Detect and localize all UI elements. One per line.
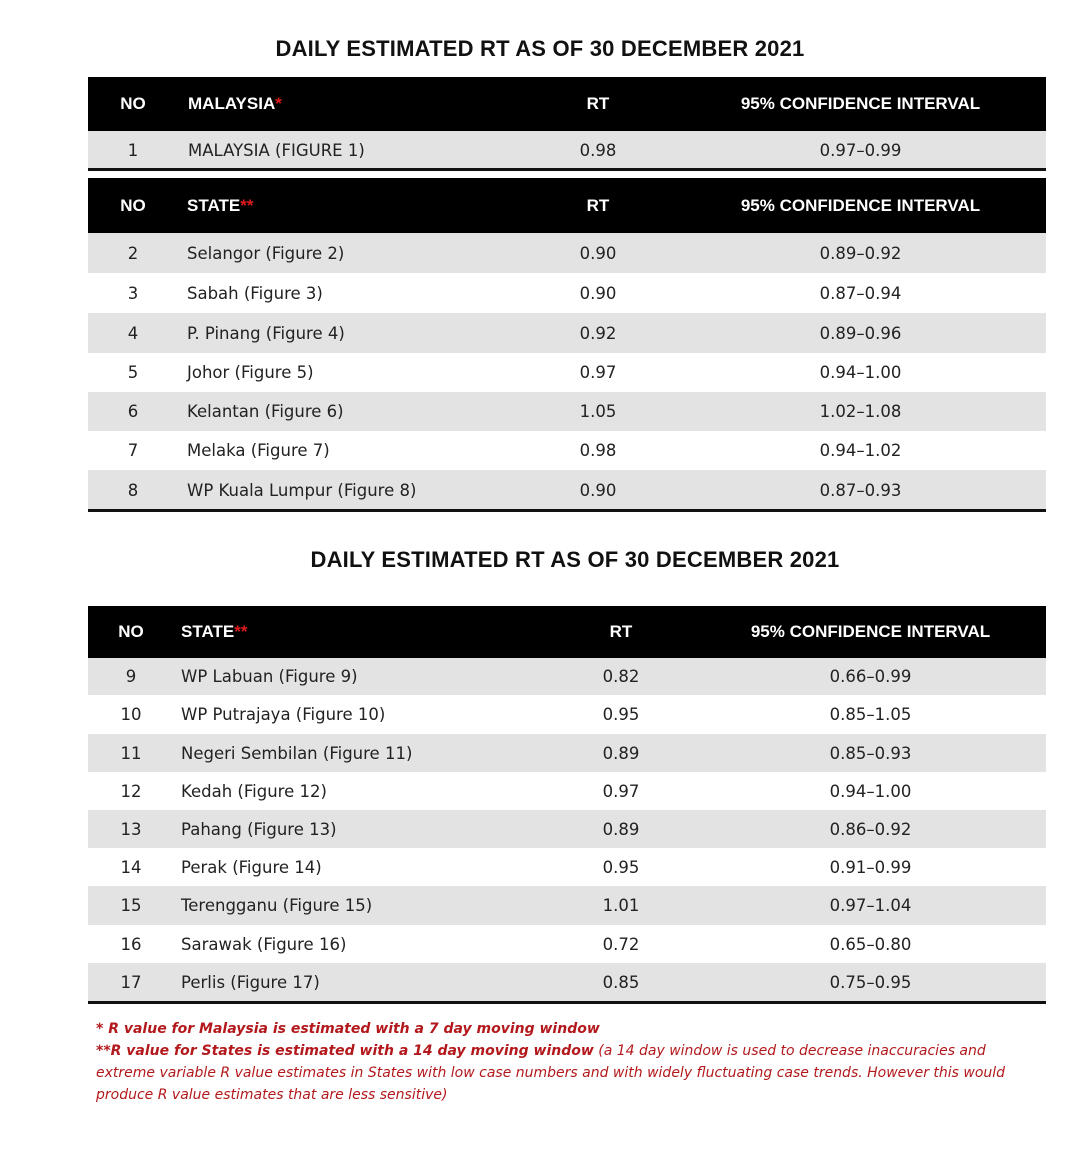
row-rt: 0.90: [579, 243, 617, 263]
row-ci: 0.97–1.04: [829, 896, 912, 915]
row-no: 5: [127, 363, 139, 382]
footnote-malaysia: * R value for Malaysia is estimated with a 7 day moving window: [96, 1021, 600, 1037]
states-table-b: [88, 606, 1046, 1001]
divider: [88, 1001, 1046, 1004]
row-rt: 0.92: [579, 323, 617, 343]
page-title-bottom: DAILY ESTIMATED RT AS OF 30 DECEMBER 2021: [310, 547, 840, 572]
header-name: STATE **: [187, 195, 254, 215]
table-row: [88, 886, 1046, 925]
asterisk-mark: **: [240, 195, 254, 215]
header-rt: RT: [609, 622, 633, 641]
row-ci: 0.94–1.02: [819, 441, 902, 460]
row-name: Pahang (Figure 13): [181, 819, 337, 839]
row-name: Kelantan (Figure 6): [187, 402, 344, 421]
row-no: 15: [120, 896, 142, 915]
row-no: 13: [120, 819, 142, 839]
row-name: Johor (Figure 5): [187, 363, 314, 382]
header-ci: 95% CONFIDENCE INTERVAL: [750, 622, 991, 641]
row-ci: 0.97–0.99: [819, 140, 902, 160]
table-row: [88, 734, 1046, 772]
row-name: Perak (Figure 14): [181, 857, 322, 877]
row-no: 9: [125, 667, 137, 686]
table-row: [88, 313, 1046, 353]
row-rt: 0.90: [579, 481, 617, 500]
table-header: [88, 178, 1046, 233]
row-no: 8: [127, 481, 139, 500]
row-rt: 0.95: [602, 705, 640, 724]
row-ci: 0.75–0.95: [829, 972, 912, 992]
row-name: WP Putrajaya (Figure 10): [181, 705, 386, 724]
header-name: MALAYSIA *: [188, 94, 282, 113]
row-no: 3: [127, 283, 139, 303]
table-row: [88, 131, 1046, 169]
row-no: 6: [127, 402, 139, 421]
header-rt: RT: [586, 195, 610, 215]
row-rt: 0.98: [579, 140, 617, 160]
row-no: 4: [127, 323, 139, 343]
row-name: Sarawak (Figure 16): [181, 934, 347, 954]
row-ci: 0.87–0.93: [819, 481, 902, 500]
row-rt: 0.85: [602, 972, 640, 992]
table-row: [88, 431, 1046, 470]
header-no: NO: [118, 622, 144, 641]
row-no: 11: [120, 743, 142, 763]
row-rt: 0.98: [579, 441, 617, 460]
table-row: [88, 273, 1046, 313]
table-row: [88, 658, 1046, 695]
table-header: [88, 77, 1046, 131]
row-ci: 0.89–0.92: [819, 243, 902, 263]
row-rt: 0.97: [602, 781, 640, 801]
row-no: 14: [120, 857, 142, 877]
table-header: [88, 606, 1046, 658]
row-name: Perlis (Figure 17): [181, 972, 320, 992]
row-rt: 0.72: [602, 934, 640, 954]
row-no: 17: [120, 972, 142, 992]
row-rt: 1.01: [602, 896, 640, 915]
row-ci: 0.89–0.96: [819, 323, 902, 343]
row-ci: 1.02–1.08: [819, 402, 902, 421]
row-name: Kedah (Figure 12): [181, 781, 327, 801]
asterisk-mark: **: [234, 622, 248, 641]
header-no: NO: [120, 195, 146, 215]
row-name: MALAYSIA (FIGURE 1): [188, 140, 365, 160]
row-no: 7: [127, 441, 139, 460]
table-row: [88, 772, 1046, 810]
national-table: [88, 77, 1046, 169]
row-no: 16: [120, 934, 142, 954]
header-name: STATE **: [181, 622, 248, 641]
table-row: [88, 925, 1046, 963]
table-row: [88, 848, 1046, 886]
header-ci: 95% CONFIDENCE INTERVAL: [740, 195, 981, 215]
row-name: WP Labuan (Figure 9): [181, 667, 358, 686]
row-ci: 0.85–0.93: [829, 743, 912, 763]
row-no: 1: [127, 140, 139, 160]
row-rt: 0.95: [602, 857, 640, 877]
divider: [88, 509, 1046, 512]
asterisk-mark: *: [275, 94, 282, 113]
row-ci: 0.91–0.99: [829, 857, 912, 877]
states-table-a: [88, 178, 1046, 511]
page-title-top: DAILY ESTIMATED RT AS OF 30 DECEMBER 2021: [275, 36, 805, 61]
row-no: 10: [120, 705, 142, 724]
table-row: [88, 392, 1046, 431]
table-body: [88, 233, 1046, 511]
row-rt: 0.89: [602, 819, 640, 839]
row-ci: 0.86–0.92: [829, 819, 912, 839]
row-name: Selangor (Figure 2): [187, 243, 345, 263]
table-row: [88, 963, 1046, 1001]
row-ci: 0.94–1.00: [829, 781, 912, 801]
table-row: [88, 470, 1046, 511]
row-name: Melaka (Figure 7): [187, 441, 330, 460]
row-rt: 0.89: [602, 743, 640, 763]
table-row: [88, 695, 1046, 734]
row-rt: 0.82: [602, 667, 640, 686]
row-name: Negeri Sembilan (Figure 11): [181, 743, 413, 763]
table-row: [88, 810, 1046, 848]
row-ci: 0.87–0.94: [819, 283, 902, 303]
table-row: [88, 233, 1046, 273]
header-ci: 95% CONFIDENCE INTERVAL: [740, 94, 981, 113]
header-no: NO: [120, 94, 146, 113]
row-no: 2: [127, 243, 139, 263]
row-name: Terengganu (Figure 15): [181, 896, 373, 915]
row-ci: 0.85–1.05: [829, 705, 912, 724]
row-ci: 0.66–0.99: [829, 667, 912, 686]
row-name: P. Pinang (Figure 4): [187, 323, 345, 343]
header-rt: RT: [586, 94, 610, 113]
row-ci: 0.65–0.80: [829, 934, 912, 954]
row-rt: 0.97: [579, 363, 617, 382]
row-no: 12: [120, 781, 142, 801]
divider: [88, 168, 1046, 171]
table-body: [88, 658, 1046, 1001]
row-rt: 1.05: [579, 402, 617, 421]
row-name: WP Kuala Lumpur (Figure 8): [187, 481, 417, 500]
footnote-states: **R value for States is estimated with a 14 day moving window (a 14 day window is used to decrease inaccuracies and extreme variable R value estimates in States with low case numbers and with widely fluctuating case trends. However this would produce R value estimates that are less sensitive): [96, 1043, 1006, 1103]
row-ci: 0.94–1.00: [819, 363, 902, 382]
footnotes: [96, 1018, 1046, 1106]
row-rt: 0.90: [579, 283, 617, 303]
row-name: Sabah (Figure 3): [187, 283, 323, 303]
table-row: [88, 353, 1046, 392]
